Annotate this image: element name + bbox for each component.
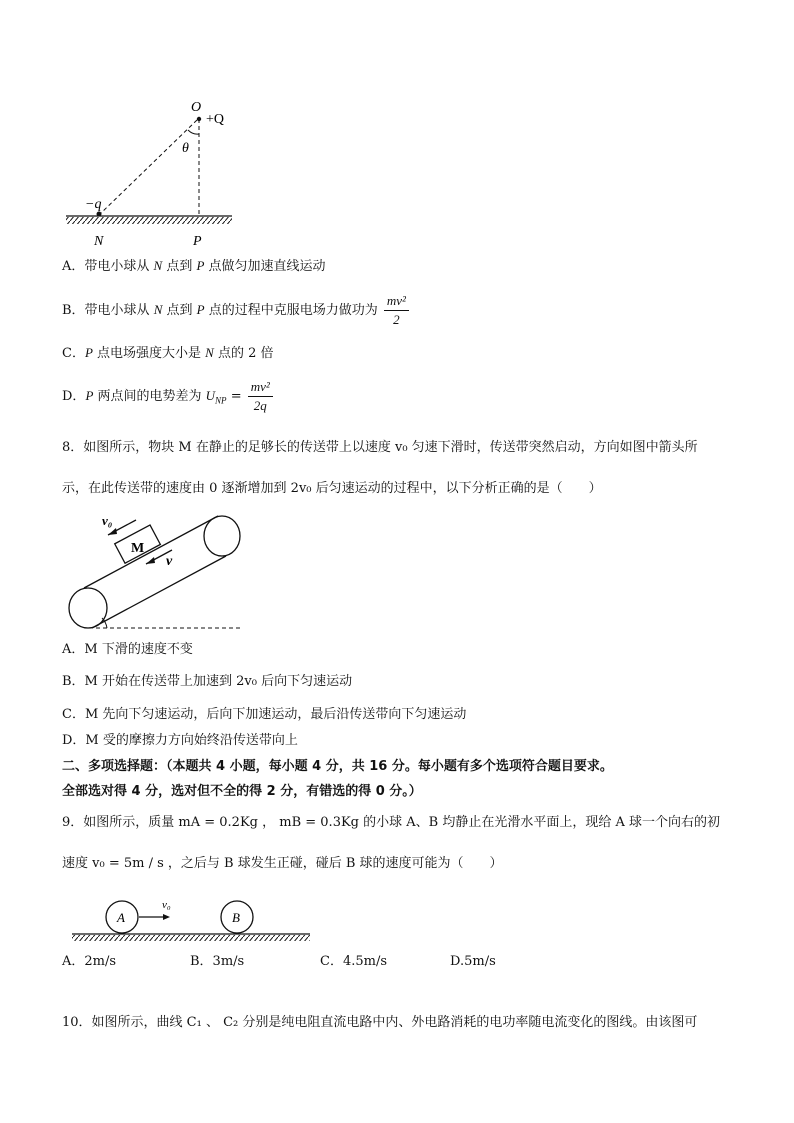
point-o	[197, 117, 201, 121]
label-o: O	[191, 100, 202, 115]
fraction-potential: $\frac{\text{mv²}}{2q}$	[248, 378, 273, 415]
q8-option-c: C．M 先向下匀速运动，后向下加速运动，最后沿传送带向下匀速运动	[62, 707, 467, 722]
q7-option-b: B．带电小球从 N 点到 P 点的过程中克服电场力做功为 $\frac{\text{mv²}}{2}$	[62, 292, 411, 329]
incline-angle-arc	[102, 618, 107, 628]
q8-stem-line2: 示，在此传送带的速度由 0 逐渐增加到 2v₀ 后匀速运动的过程中，以下分析正确的是（ ）	[62, 481, 602, 496]
figure-two-balls	[68, 895, 318, 947]
q9-option-d: D.5m/s	[450, 954, 496, 969]
ground-hatching	[66, 217, 232, 224]
label-p: P	[193, 234, 202, 249]
belt-lower	[92, 556, 226, 628]
q8-option-a: A．M 下滑的速度不变	[62, 642, 193, 657]
section2-heading-line1: 二、多项选择题：（本题共 4 小题，每小题 4 分，共 16 分。每小题有多个选项符合题目要求。	[62, 759, 613, 774]
section2-heading-line2: 全部选对得 4 分，选对但不全的得 2 分，有错选的得 0 分。）	[62, 784, 422, 799]
q7-option-d: D．P 两点间的电势差为 $U_{NP}$ = $\frac{\text{mv²}}{2q}$	[62, 378, 275, 415]
q9-option-a: A．2m/s	[62, 954, 117, 969]
q8-option-b: B．M 开始在传送带上加速到 2v₀ 后向下匀速运动	[62, 674, 353, 689]
figure-conveyor-belt	[60, 508, 250, 636]
q9-stem-line2: 速度 v₀ = 5m / s ，之后与 B 球发生正碰，碰后 B 球的速度可能为（ ）	[62, 856, 503, 871]
point-n	[97, 212, 102, 217]
pulley-bottom	[69, 588, 107, 628]
pulley-top	[204, 516, 240, 556]
label-v0: v₀	[102, 513, 113, 528]
dashed-diagonal	[99, 120, 197, 215]
q7-option-a: A．带电小球从 N 点到 P 点做匀加速直线运动	[62, 258, 326, 274]
q9-option-c: C．4.5m/s	[320, 954, 387, 969]
arrow-v-head	[146, 557, 155, 564]
q9-stem-line1: 9．如图所示，质量 mA = 0.2Kg ， mB = 0.3Kg 的小球 A、B 均静止在光滑水平面上，现给 A 球一个向右的初	[62, 815, 720, 830]
fraction-work: $\frac{\text{mv²}}{2}$	[384, 292, 409, 329]
arrow-v0-ball-head	[163, 914, 170, 920]
label-ball-b: B	[232, 910, 240, 925]
figure-charge-diagram	[60, 95, 270, 255]
label-q-plus: +Q	[206, 112, 225, 127]
label-n: N	[94, 234, 104, 249]
ground-hatching-2	[72, 935, 310, 941]
label-q-minus: −q	[85, 197, 102, 212]
label-ball-a: A	[117, 910, 125, 925]
angle-arc	[188, 130, 199, 134]
q8-stem-line1: 8．如图所示，物块 M 在静止的足够长的传送带上以速度 v₀ 匀速下滑时，传送带突然启动，方向如图中箭头所	[62, 440, 698, 455]
label-v0-ball: v₀	[162, 899, 171, 911]
label-v: v	[166, 554, 173, 569]
arrow-v0-head	[108, 528, 117, 535]
q10-stem-line1: 10．如图所示，曲线 C₁ 、 C₂ 分别是纯电阻直流电路中内、外电路消耗的电功率随电流变化的图线。由该图可	[62, 1015, 698, 1030]
label-m: M	[131, 541, 145, 556]
q7-option-c: C．P 点电场强度大小是 N 点的 2 倍	[62, 345, 274, 361]
label-theta: θ	[182, 141, 189, 156]
q9-option-b: B．3m/s	[190, 954, 245, 969]
q8-option-d: D．M 受的摩擦力方向始终沿传送带向上	[62, 733, 298, 748]
